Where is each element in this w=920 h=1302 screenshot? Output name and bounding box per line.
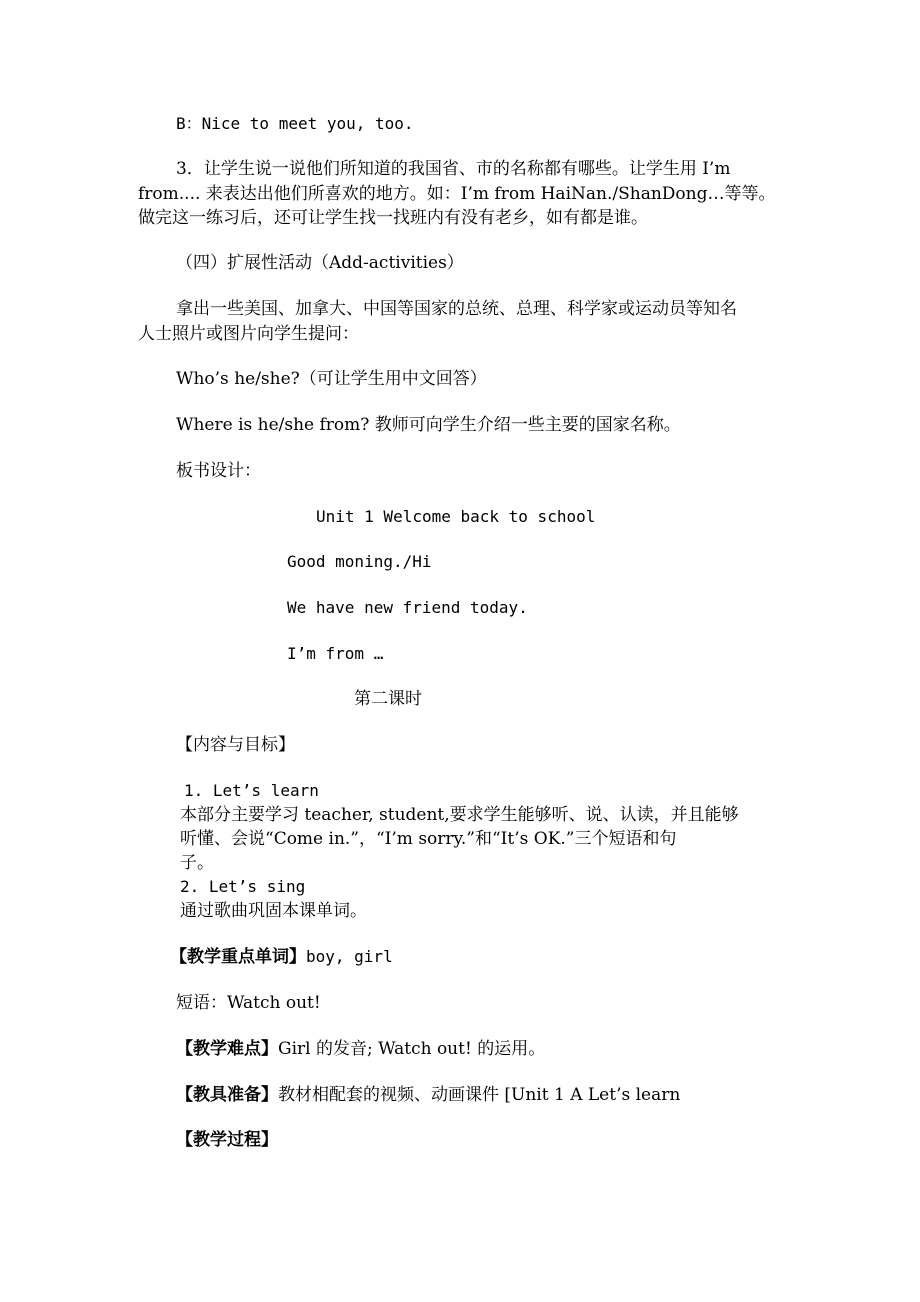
dialogue-line: B：Nice to meet you, too.	[176, 114, 414, 133]
lesson-title: 第二课时	[354, 689, 422, 709]
question-line: Where is he/she from? 教师可向学生介绍一些主要的国家名称。	[176, 415, 681, 435]
key-words-label: 【教学重点单词】	[170, 947, 306, 967]
materials-label: 【教具准备】	[176, 1085, 278, 1105]
phrase-line: 短语：Watch out!	[176, 993, 321, 1013]
paragraph-line: 通过歌曲巩固本课单词。	[180, 901, 367, 921]
list-item: 1. Let’s learn	[184, 781, 319, 800]
paragraph-line: 本部分主要学习 teacher, student,要求学生能够听、说、认读，并且能够	[180, 805, 739, 825]
paragraph-line: 人士照片或图片向学生提问：	[138, 324, 359, 344]
section-heading: （四）扩展性活动（Add-activities）	[176, 253, 464, 273]
question-line: Who’s he/she?（可让学生用中文回答）	[176, 369, 487, 389]
board-design-label: 板书设计：	[176, 461, 261, 481]
key-words-line	[170, 946, 393, 968]
paragraph-line: 拿出一些美国、加拿大、中国等国家的总统、总理、科学家或运动员等知名	[176, 299, 737, 319]
key-words-value: boy, girl	[306, 947, 393, 966]
section-heading: 【内容与目标】	[176, 735, 295, 755]
materials-value: 教材相配套的视频、动画课件 [Unit 1 A Let’s learn	[278, 1085, 681, 1105]
process-heading: 【教学过程】	[176, 1130, 278, 1150]
board-line: We have new friend today.	[287, 598, 528, 617]
difficulty-label: 【教学难点】	[176, 1039, 278, 1059]
materials-line	[176, 1084, 680, 1106]
paragraph-line: 做完这一练习后，还可让学生找一找班内有没有老乡，如有都是谁。	[138, 208, 648, 228]
board-line: Good moning./Hi	[287, 552, 432, 571]
board-title: Unit 1 Welcome back to school	[316, 507, 596, 526]
board-line: I’m from …	[287, 644, 384, 663]
difficulty-line	[176, 1038, 545, 1060]
list-item: 2. Let’s sing	[180, 877, 306, 896]
paragraph-line: 听懂、会说“Come in.”，“I’m sorry.”和“It’s OK.”三个短语和句	[180, 829, 677, 849]
difficulty-value: Girl 的发音; Watch out! 的运用。	[278, 1039, 546, 1059]
paragraph-line: 子。	[180, 853, 214, 873]
paragraph-line: from.... 来表达出他们所喜欢的地方。如：I’m from HaiNan./ShanDong…等等。	[138, 184, 776, 204]
paragraph-line: 3．让学生说一说他们所知道的我国省、市的名称都有哪些。让学生用 I’m	[176, 159, 731, 179]
